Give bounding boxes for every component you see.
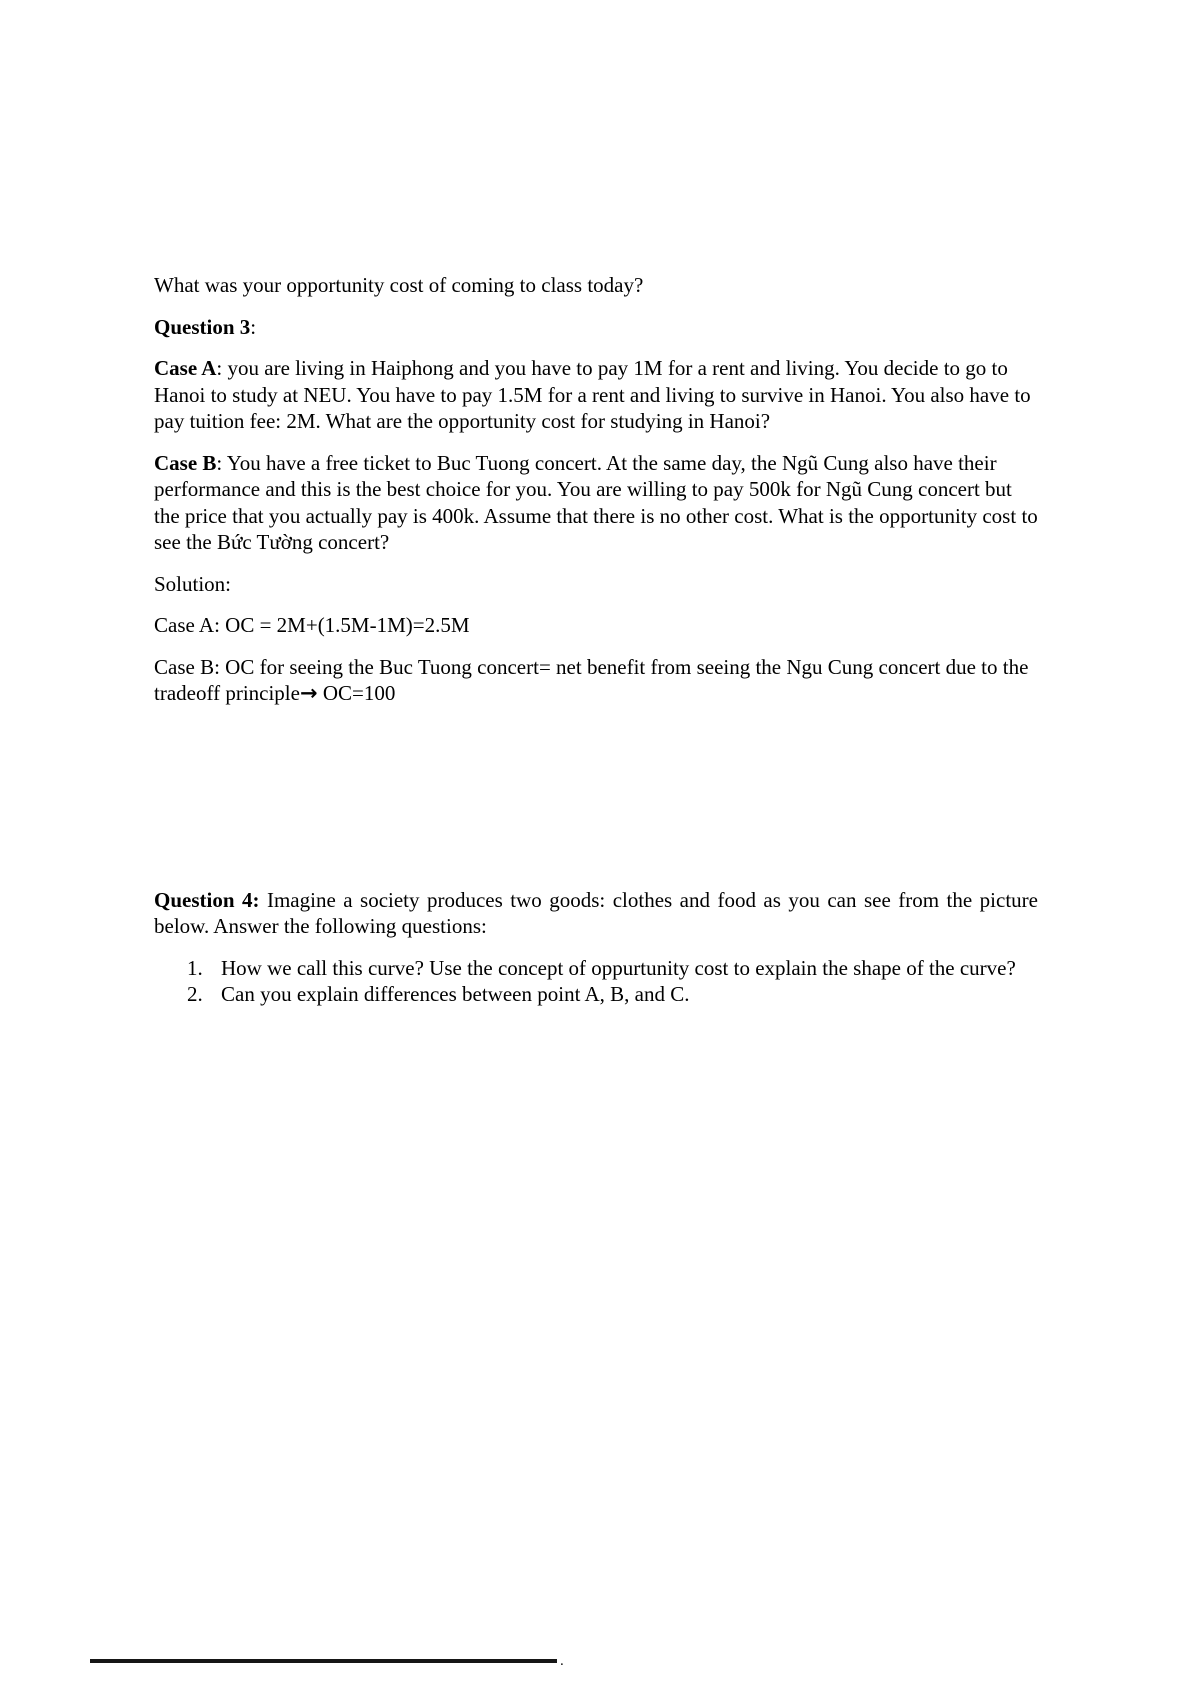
solution-label-text: Solution:: [154, 571, 232, 596]
list-item: [154, 981, 1038, 1008]
case-a-label: Case A: [154, 356, 217, 380]
list-item-number: 1.: [187, 955, 203, 980]
list-item-number: 2.: [187, 982, 203, 1006]
right-arrow-icon: →: [299, 681, 318, 705]
question3-heading-colon: :: [250, 314, 257, 339]
solution-case-a: [154, 612, 1038, 639]
document-body: [154, 272, 1038, 1023]
solution-case-b: [154, 654, 1038, 707]
question4-heading-label: Question 4:: [154, 887, 260, 912]
intro-paragraph: [154, 272, 1038, 299]
case-a-text: : you are living in Haiphong and you have to pay 1M for a rent and living. You decide to go to Hanoi to study at NEU. You have to pay 1.5M for a rent and living to survive in Hanoi. You also have to pay tuition fee: 2M. What are the opportunity cost for studying in Hanoi?: [154, 356, 1031, 433]
question3-heading-label: Question 3: [154, 314, 251, 339]
footer-mark: .: [560, 1653, 564, 1669]
list-item-text: How we call this curve? Use the concept of oppurtunity cost to explain the shape of the curve?: [221, 955, 1016, 980]
solution-case-a-text: Case A: OC = 2M+(1.5M-1M)=2.5M: [154, 613, 470, 637]
solution-case-b-text: Case B: OC for seeing the Buc Tuong concert= net benefit from seeing the Ngu Cung concert due to the tradeoff principle: [154, 654, 1029, 705]
case-b-paragraph: [154, 450, 1038, 556]
question4-text: Imagine a society produces two goods: clothes and food as you can see from the picture below. Answer the following questions:: [154, 887, 1038, 938]
solution-label: [154, 571, 1038, 598]
question3-heading: [154, 314, 1038, 341]
section-spacer: [154, 722, 1038, 887]
case-b-text: : You have a free ticket to Buc Tuong concert. At the same day, the Ngũ Cung also have their performance and this is the best choice for you. You are willing to pay 500k for Ngũ Cung concert but the price that you actually pay is 400k. Assume that there is no other cost. What is the opportunity cost to see the Bức Tường concert?: [154, 450, 1038, 554]
question4-list: [154, 955, 1038, 1008]
case-a-paragraph: [154, 355, 1038, 435]
list-item: [154, 955, 1038, 982]
list-item-text: Can you explain differences between point A, B, and C.: [221, 982, 690, 1006]
solution-case-b-result: OC=100: [317, 681, 396, 705]
question4-paragraph: [154, 887, 1038, 940]
intro-text: What was your opportunity cost of coming to class today?: [154, 273, 644, 297]
case-b-label: Case B: [154, 450, 217, 475]
footer-separator-line: [90, 1659, 557, 1663]
